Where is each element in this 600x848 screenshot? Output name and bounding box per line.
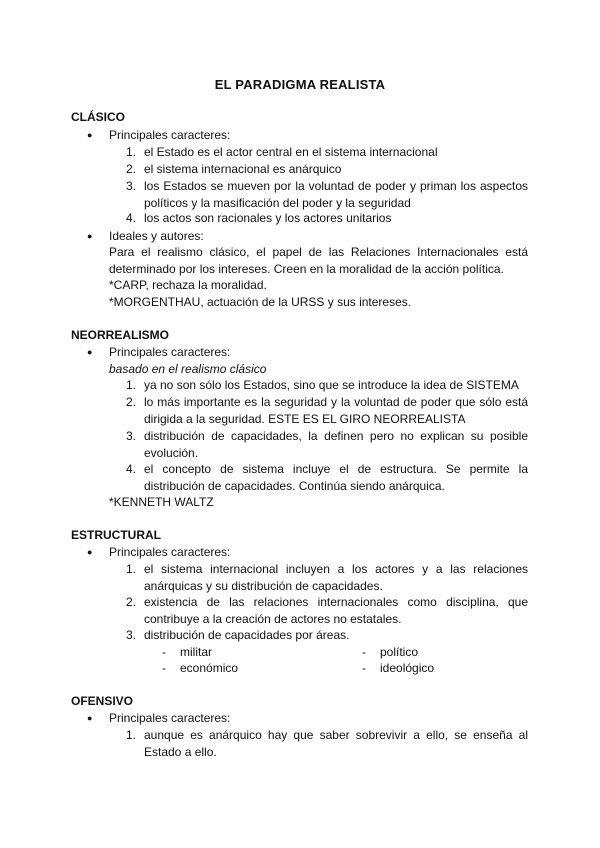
list-number: 2.: [126, 595, 137, 609]
list-number: 3.: [126, 429, 137, 443]
page-title: EL PARADIGMA REALISTA: [214, 77, 386, 92]
area-militar: militar: [180, 645, 212, 659]
list-item-text: aunque es anárquico hay que saber sobrevivir a ello, se enseña al Estado a ello.: [144, 728, 528, 759]
bullet-text: Principales caracteres:: [109, 345, 231, 359]
list-number: 2.: [126, 395, 137, 409]
bullet-text: Ideales y autores:: [109, 229, 204, 243]
list-number: 1.: [126, 378, 137, 392]
list-item-text: los actos son racionales y los actores unitarios: [144, 211, 392, 225]
paragraph-clasico: Para el realismo clásico, el papel de las Relaciones Internacionales está determinado por los intereses. Creen en la moralidad de la acción política.: [109, 245, 528, 276]
section-heading-ofensivo: OFENSIVO: [71, 694, 134, 708]
section-heading-clasico: CLÁSICO: [71, 110, 125, 124]
bullet-marker: ●: [87, 130, 93, 140]
note-waltz: *KENNETH WALTZ: [109, 495, 214, 509]
list-item-text: distribución de capacidades, la definen pero no explican su posible evolución.: [144, 429, 528, 460]
bullet-text: Principales caracteres:: [109, 545, 231, 559]
list-number: 4.: [126, 462, 137, 476]
list-item-text: existencia de las relaciones internacionales como disciplina, que contribuye a la creación de actores no estatales.: [144, 595, 528, 626]
area-economico: económico: [180, 661, 239, 675]
list-item-text: el sistema internacional incluyen a los actores y a las relaciones anárquicas y su distribución de capacidades.: [144, 562, 528, 593]
bullet-marker: ●: [87, 231, 93, 241]
subtitle-neo: basado en el realismo clásico: [109, 362, 267, 376]
list-item-text: el concepto de sistema incluye el de estructura. Se permite la distribución de capacidades. Continúa siendo anárquica.: [144, 462, 528, 493]
list-number: 1.: [126, 562, 137, 576]
list-number: 1.: [126, 728, 137, 742]
list-item-text: el Estado es el actor central en el sistema internacional: [144, 145, 438, 159]
list-number: 2.: [126, 162, 137, 176]
list-item-text: lo más importante es la seguridad y la voluntad de poder que sólo está dirigida a la seguridad. ESTE ES EL GIRO NEORREALISTA: [144, 395, 528, 426]
list-item-text: ya no son sólo los Estados, sino que se introduce la idea de SISTEMA: [144, 378, 519, 392]
list-number: 3.: [126, 179, 137, 193]
section-heading-neorrealismo: NEORREALISMO: [71, 328, 170, 342]
dash-marker: -: [362, 645, 366, 659]
list-item-text: el sistema internacional es anárquico: [144, 162, 342, 176]
bullet-marker: ●: [87, 347, 93, 357]
bullet-text: Principales caracteres:: [109, 128, 231, 142]
list-item-text: distribución de capacidades por áreas.: [144, 628, 350, 642]
dash-marker: -: [162, 661, 166, 675]
bullet-text: Principales caracteres:: [109, 711, 231, 725]
dash-marker: -: [362, 661, 366, 675]
section-heading-estructural: ESTRUCTURAL: [71, 528, 161, 542]
note-carp: *CARP, rechaza la moralidad.: [109, 278, 267, 292]
list-number: 3.: [126, 628, 137, 642]
bullet-marker: ●: [87, 713, 93, 723]
note-morgenthau: *MORGENTHAU, actuación de la URSS y sus intereses.: [109, 295, 412, 309]
list-number: 4.: [126, 211, 137, 225]
dash-marker: -: [162, 645, 166, 659]
area-politico: político: [380, 645, 419, 659]
list-number: 1.: [126, 145, 137, 159]
area-ideologico: ideológico: [380, 661, 435, 675]
list-item-text: los Estados se mueven por la voluntad de poder y priman los aspectos políticos y la masificación del poder y la seguridad: [144, 179, 528, 210]
bullet-marker: ●: [87, 547, 93, 557]
